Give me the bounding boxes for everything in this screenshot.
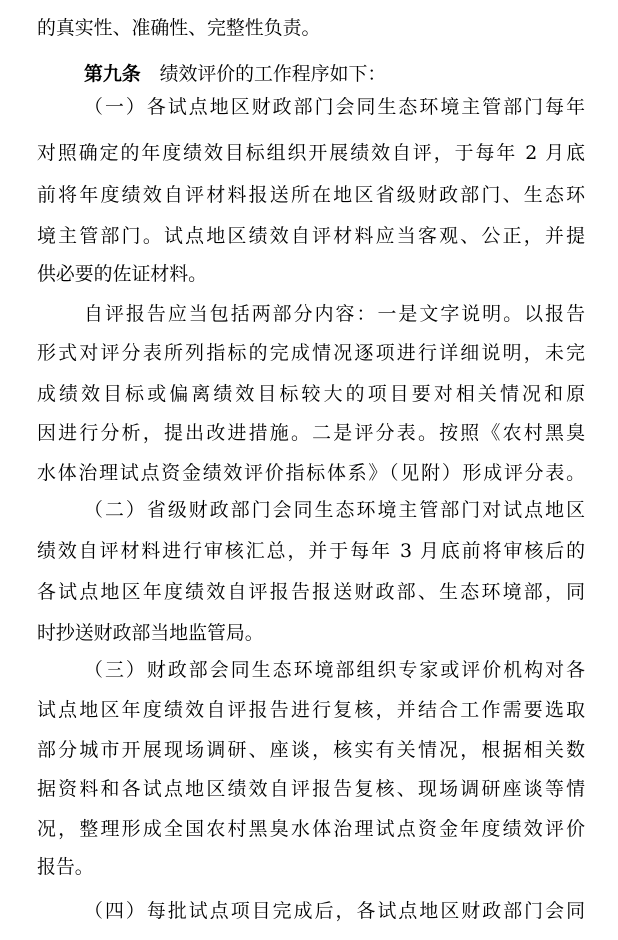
paragraph-2-line: 成绩效目标或偏离绩效目标较大的项目要对相关情况和原 (37, 383, 585, 405)
paragraph-2-line: 水体治理试点资金绩效评价指标体系》（见附）形成评分表。 (37, 462, 585, 484)
paragraph-4-line: （三）财政部会同生态环境部组织专家或评价机构对各 (84, 659, 585, 681)
article-label: 第九条 (84, 63, 141, 85)
paragraph-2-line: 自评报告应当包括两部分内容：一是文字说明。以报告 (84, 303, 585, 325)
paragraph-2-line: 形式对评分表所列指标的完成情况逐项进行详细说明，未完 (37, 342, 585, 364)
article-heading-text: 绩效评价的工作程序如下： (159, 63, 387, 85)
paragraph-4-line: 部分城市开展现场调研、座谈，核实有关情况，根据相关数 (37, 739, 585, 761)
paragraph-1-line: （一）各试点地区财政部门会同生态环境主管部门每年 (84, 96, 585, 118)
paragraph-4-line: 据资料和各试点地区绩效自评报告复核、现场调研座谈等情 (37, 778, 585, 800)
paragraph-2-line: 因进行分析，提出改进措施。二是评分表。按照《农村黑臭 (37, 422, 585, 444)
paragraph-4-line: 试点地区年度绩效自评报告进行复核，并结合工作需要选取 (37, 699, 585, 721)
paragraph-1-line: 前将年度绩效自评材料报送所在地区省级财政部门、生态环 (37, 184, 585, 206)
paragraph-3-line: （二）省级财政部门会同生态环境主管部门对试点地区 (84, 499, 585, 521)
paragraph-1-line: 对照确定的年度绩效目标组织开展绩效自评，于每年 2 月底 (37, 142, 585, 164)
paragraph-5-line: （四）每批试点项目完成后，各试点地区财政部门会同 (84, 900, 585, 922)
article-heading (84, 62, 585, 86)
paragraph-3-line: 绩效自评材料进行审核汇总，并于每年 3 月底前将审核后的 (37, 540, 585, 562)
paragraph-4-line: 况，整理形成全国农村黑臭水体治理试点资金年度绩效评价 (37, 818, 585, 840)
paragraph-3-line: 时抄送财政部当地监管局。 (37, 622, 264, 644)
paragraph-3-line: 各试点地区年度绩效自评报告报送财政部、生态环境部，同 (37, 581, 585, 603)
text-line: 的真实性、准确性、完整性负责。 (37, 17, 321, 39)
paragraph-1-line: 境主管部门。试点地区绩效自评材料应当客观、公正，并提 (37, 225, 585, 247)
paragraph-4-line: 报告。 (37, 856, 94, 878)
paragraph-1-line: 供必要的佐证材料。 (37, 263, 208, 285)
